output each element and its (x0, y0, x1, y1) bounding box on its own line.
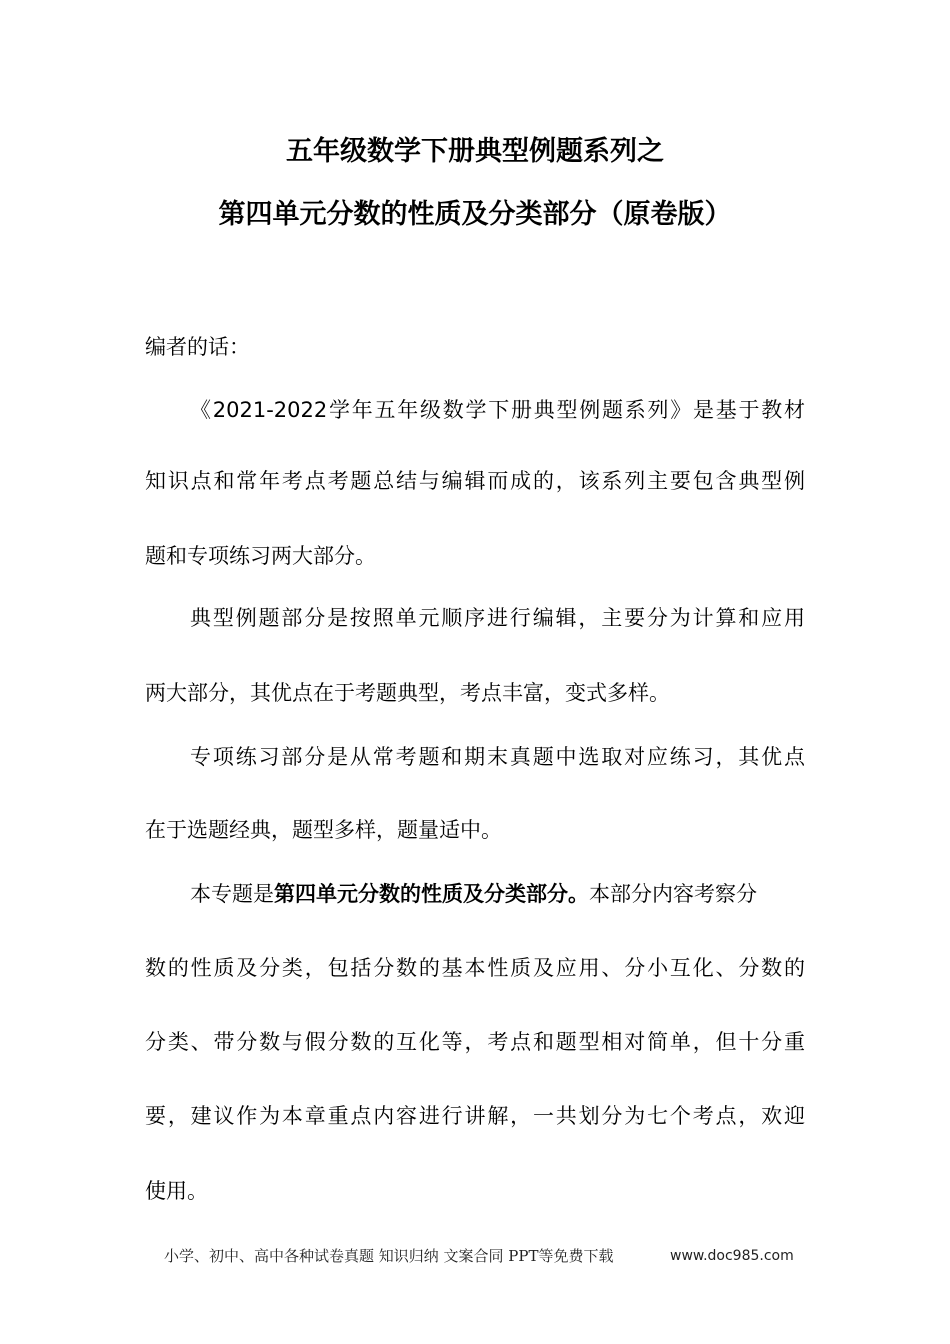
paragraph-4-line-3: 分类、带分数与假分数的互化等，考点和题型相对简单，但十分重 (145, 1030, 805, 1054)
footer-url[interactable]: www.doc985.com (670, 1248, 794, 1264)
page-footer (0, 1245, 950, 1267)
paragraph-2-line-1: 典型例题部分是按照单元顺序进行编辑，主要分为计算和应用 (190, 606, 805, 630)
paragraph-4-line-5: 使用。 (145, 1179, 208, 1203)
editor-note-heading: 编者的话： (145, 335, 250, 359)
paragraph-2-line-2: 两大部分，其优点在于考题典型，考点丰富，变式多样。 (145, 681, 670, 705)
paragraph-3-line-2: 在于选题经典，题型多样，题量适中。 (145, 818, 502, 842)
paragraph-4-line-2: 数的性质及分类，包括分数的基本性质及应用、分小互化、分数的 (145, 956, 805, 980)
paragraph-4-line-4: 要，建议作为本章重点内容进行讲解，一共划分为七个考点，欢迎 (145, 1104, 805, 1128)
footer-text: 小学、初中、高中各种试卷真题 知识归纳 文案合同 PPT等免费下载 (164, 1247, 614, 1265)
paragraph-4-line-1 (190, 879, 805, 909)
paragraph-4-lead-tail: 本部分内容考察分 (589, 882, 757, 906)
document-title-line-2: 第四单元分数的性质及分类部分（原卷版） (218, 199, 732, 230)
paragraph-3-line-1: 专项练习部分是从常考题和期末真题中选取对应练习，其优点 (190, 745, 805, 769)
paragraph-4-lead: 本专题是 (190, 882, 274, 906)
paragraph-4-topic-highlight: 第四单元分数的性质及分类部分。 (274, 882, 589, 906)
paragraph-1-line-1: 《2021-2022学年五年级数学下册典型例题系列》是基于教材 (190, 398, 805, 422)
document-title-line-1: 五年级数学下册典型例题系列之 (286, 136, 664, 167)
paragraph-1-line-3: 题和专项练习两大部分。 (145, 544, 376, 568)
paragraph-1-line-2: 知识点和常年考点考题总结与编辑而成的，该系列主要包含典型例 (145, 469, 805, 493)
